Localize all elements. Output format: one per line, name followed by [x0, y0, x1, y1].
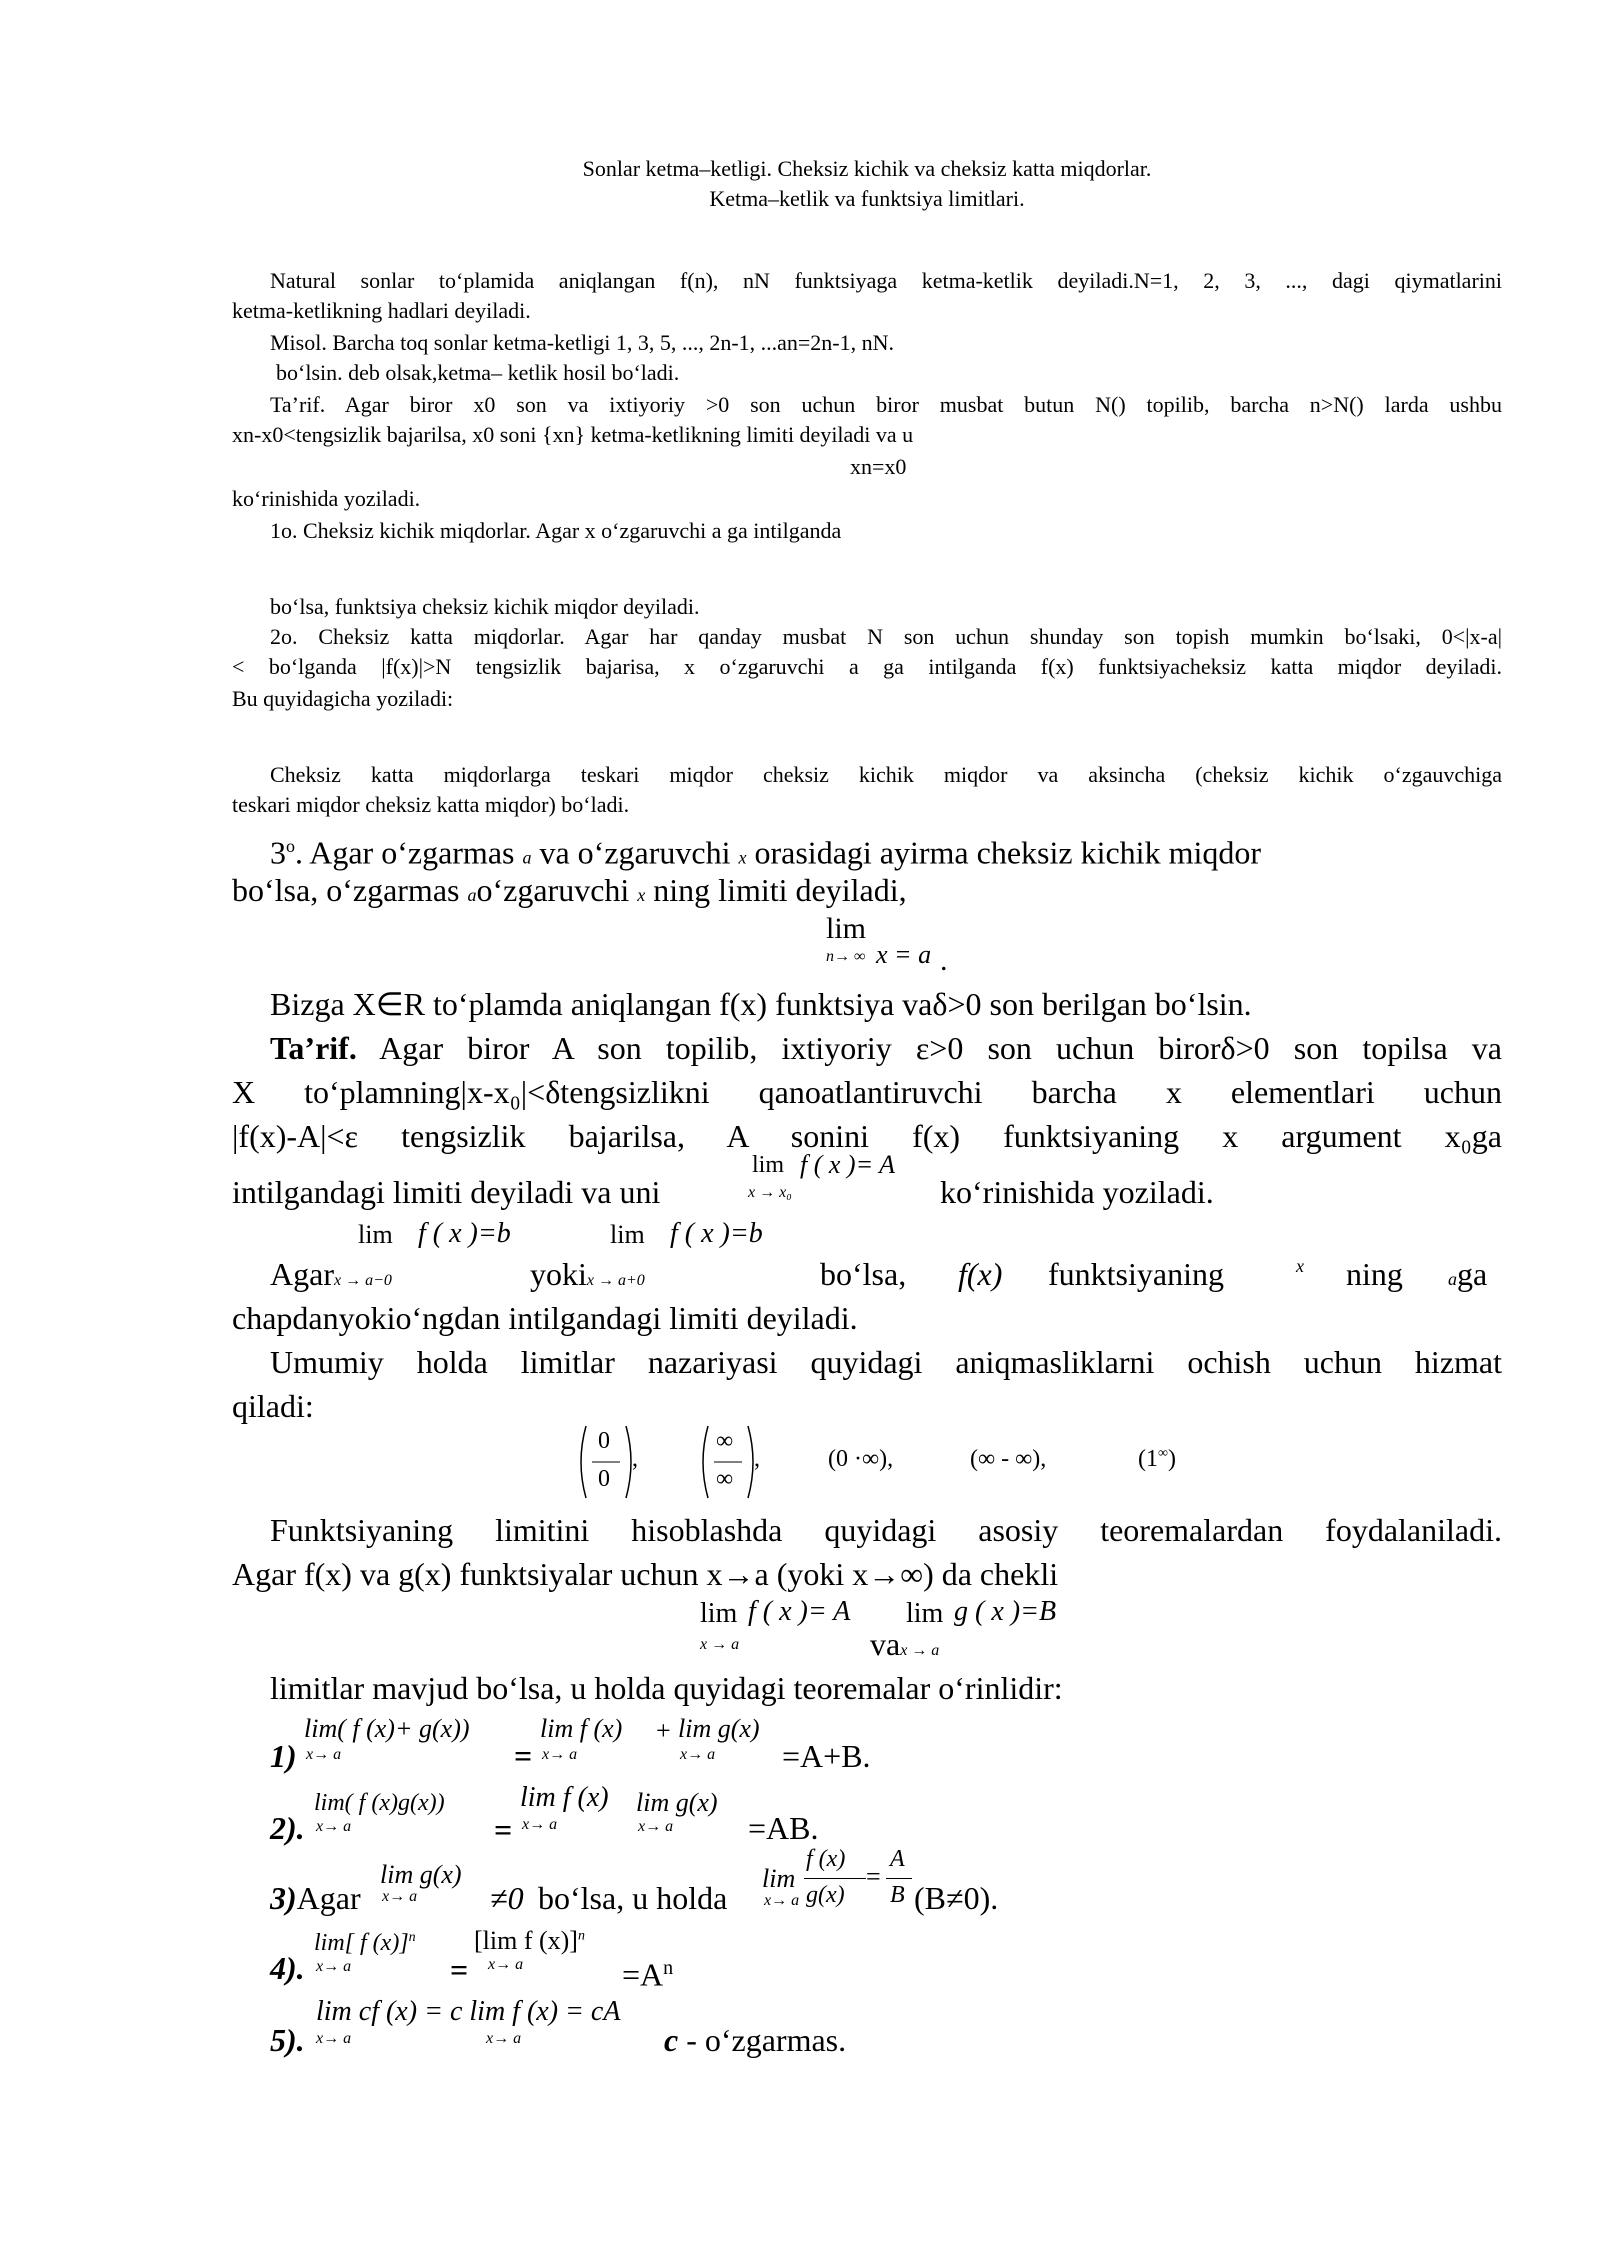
- superscript: o: [286, 836, 295, 856]
- superscript: n: [577, 1928, 585, 1944]
- limit-subscript: x→ a: [316, 1818, 352, 1835]
- text: Agar: [270, 1256, 334, 1292]
- theorem-r1: lim f (x): [540, 1714, 623, 1743]
- text: lim[ f (x)]: [314, 1930, 409, 1956]
- theorem-number: 2).: [270, 1810, 305, 1846]
- limit-lim: lim: [358, 1220, 393, 1249]
- fraction-denominator: ∞: [716, 1466, 734, 1492]
- text: ning: [1346, 1256, 1403, 1292]
- theorem-number: 4).: [270, 1950, 305, 1986]
- section-3-line-2: [232, 868, 907, 917]
- one-sided-line: chapdanyokio‘ngdan intilgandagi limiti deyiladi.: [232, 1300, 858, 1336]
- paragraph-line: teskari miqdor cheksiz katta miqdor) bo‘ladi.: [232, 792, 630, 817]
- paragraph-line: Cheksiz katta miqdorlarga teskari miqdor cheksiz kichik miqdor va aksincha (cheksiz kichik o‘zgauvchiga: [270, 762, 1502, 787]
- limit-lim: lim: [826, 912, 867, 945]
- definition-line: xn-x0<tengsizlik bajarilsa, x0 soni {xn} ketma-ketlikning limiti deyiladi va u: [232, 422, 914, 447]
- text: va o‘zgaruvchi: [539, 834, 731, 871]
- indeterminate-0-times-inf: (0 ·∞),: [828, 1446, 894, 1472]
- indeterminate-0-over-0: [576, 1422, 636, 1507]
- text: ): [1167, 1446, 1176, 1472]
- superscript: n: [663, 1957, 674, 1979]
- limit-subscript: x → a: [700, 1636, 740, 1653]
- limit-expression: x = a: [876, 940, 932, 969]
- theorem-rhs: [474, 1926, 585, 1956]
- definition-line: Ta’rif. Agar biror x0 son va ixtiyoriy >0 son uchun biror musbat butun N() topilib, barcha n>N() larda ushbu: [270, 392, 1502, 417]
- text: Agar: [296, 1880, 361, 1916]
- symbol-a: a: [522, 847, 532, 868]
- limit-subscript: x→ a: [680, 1746, 716, 1763]
- theorem-r2: lim g(x): [678, 1714, 760, 1743]
- text: bo‘lsa,: [820, 1256, 907, 1292]
- text: - o‘zgarmas.: [686, 2022, 847, 2058]
- theorem-lhs: lim cf (x) = c lim f (x) = cA: [316, 1996, 621, 2027]
- theorem-lim: lim g(x): [380, 1860, 462, 1889]
- fraction-numerator: ∞: [716, 1428, 734, 1454]
- theorem-lhs: [314, 1930, 416, 1957]
- text: =A: [622, 1956, 664, 1993]
- definition-line: intilgandagi limiti deyiladi va uni: [232, 1174, 661, 1210]
- paragraph-line: bo‘lsin. deb olsak,ketma– ketlik hosil bo‘ladi.: [276, 360, 680, 385]
- section-number: 3: [270, 834, 286, 871]
- equals: =: [866, 1862, 881, 1891]
- limit-subscript: x→ a: [764, 1892, 800, 1909]
- section-heading-2: 2o. Cheksiz katta miqdorlar. Agar har qanday musbat N son uchun shunday son topish mumkin bo‘lsaki, 0<|x-a|: [270, 624, 1502, 649]
- text: [1448, 1252, 1487, 1301]
- theorem-result: (B≠0).: [914, 1880, 999, 1916]
- paragraph-definition-line: Natural sonlar to‘plamida aniqlangan f(n), nN funktsiyaga ketma-ketlik deyiladi.N=1, 2, 3, ..., dagi qiymatlarini: [270, 268, 1502, 293]
- limit-expression: f ( x )= A: [800, 1150, 896, 1179]
- limit-lim: lim: [700, 1598, 738, 1629]
- text: bo‘lsa, u holda: [538, 1880, 728, 1916]
- limit-subscript: x→ a: [488, 1956, 524, 1973]
- limit-expression-g: g ( x )=B: [954, 1596, 1057, 1627]
- theorem-r2: lim g(x): [636, 1788, 718, 1817]
- definition-label: Ta’rif.: [270, 1030, 357, 1066]
- fraction-numerator: A: [890, 1846, 905, 1872]
- limit-lim: lim: [906, 1598, 944, 1629]
- limit-expression-f: f ( x )= A: [748, 1596, 851, 1627]
- definition-line: |f(x)-A|<ε tengsizlik bajarilsa, A sonini f(x) funktsiyaning x argument x₀ga: [232, 1118, 1502, 1154]
- fraction-numerator: f (x): [806, 1846, 846, 1872]
- limit-lim: lim: [752, 1152, 785, 1178]
- theorem-5-note: [664, 2018, 846, 2062]
- limit-subscript: x→ a: [316, 1958, 352, 1975]
- theorem-number: 5).: [270, 2022, 305, 2058]
- paragraph-line: Umumiy holda limitlar nazariyasi quyidagi aniqmasliklarni ochish uchun hizmat: [270, 1344, 1502, 1380]
- symbol-x: x: [1296, 1256, 1304, 1276]
- equals: =: [450, 1952, 469, 1988]
- theorem-result: [622, 1946, 673, 1997]
- text: Agar biror A son topilib, ixtiyoriy ε>0 son uchun birorδ>0 son topilsa va: [379, 1030, 1503, 1066]
- text: . Agar o‘zgarmas: [295, 834, 515, 871]
- text: bo‘lsa, o‘zgarmas: [232, 872, 460, 908]
- limit-subscript: x→ a: [542, 1746, 578, 1763]
- text: va: [870, 1626, 901, 1662]
- limit-expression-left: f ( x )=b: [418, 1218, 511, 1249]
- equals: =: [514, 1738, 533, 1774]
- limit-subscript: x → a+0: [586, 1272, 645, 1289]
- example-line: Misol. Barcha toq sonlar ketma-ketligi 1, 3, 5, ..., 2n-1, ...an=2n-1, nN.: [270, 330, 895, 355]
- theorem-3-start: [270, 1876, 361, 1920]
- indeterminate-1-pow-inf: [1138, 1446, 1176, 1473]
- theorem-lim: lim: [762, 1864, 796, 1893]
- text: [lim f (x)]: [474, 1926, 578, 1955]
- comma: ,: [754, 1446, 760, 1472]
- limit-subscript: x → a: [900, 1642, 940, 1659]
- paragraph-line: Funktsiyaning limitini hisoblashda quyidagi asosiy teoremalardan foydalaniladi.: [270, 1512, 1502, 1548]
- text: ning limiti deyiladi,: [653, 872, 907, 908]
- theorem-lhs: lim( f (x)g(x)): [314, 1790, 445, 1816]
- symbol-x: x: [738, 847, 747, 868]
- paragraph-line: ketma-ketlikning hadlari deyiladi.: [232, 298, 531, 323]
- theorem-lhs: lim( f (x)+ g(x)): [304, 1714, 470, 1743]
- theorem-result: =A+B.: [782, 1738, 871, 1774]
- definition-line: ko‘rinishida yoziladi.: [940, 1174, 1214, 1210]
- period: .: [940, 944, 948, 977]
- limit-subscript: x → x₀: [748, 1184, 792, 1201]
- equals: =: [494, 1812, 513, 1848]
- definition-line: [270, 1026, 1502, 1070]
- limit-subscript: x→ a: [382, 1888, 418, 1905]
- section-heading-1: 1o. Cheksiz kichik miqdorlar. Agar x o‘zgaruvchi a ga intilganda: [270, 518, 842, 543]
- superscript: ∞: [1158, 1446, 1168, 1461]
- title-line-1: Sonlar ketma–ketligi. Cheksiz kichik va cheksiz katta miqdorlar.: [582, 156, 1152, 181]
- text: o‘zgaruvchi: [476, 872, 630, 908]
- not-equal-zero: ≠0: [490, 1880, 524, 1916]
- theorem-result: =AB.: [748, 1810, 819, 1846]
- title-line-2: Ketma–ketlik va funktsiya limitlari.: [709, 186, 1025, 211]
- symbol-x: x: [637, 885, 646, 905]
- fraction-denominator: B: [890, 1882, 905, 1908]
- text: yoki: [530, 1256, 587, 1292]
- limit-subscript: x→ a: [638, 1818, 674, 1835]
- fraction-bar: [804, 1878, 866, 1879]
- limit-subscript: n→ ∞: [826, 948, 866, 965]
- paragraph-line: Agar f(x) va g(x) funktsiyalar uchun x→a (yoki x→∞) da chekli: [232, 1556, 1059, 1592]
- paragraph-line: limitlar mavjud bo‘lsa, u holda quyidagi teoremalar o‘rinlidir:: [270, 1670, 1063, 1706]
- fraction-denominator: g(x): [806, 1882, 845, 1908]
- theorem-number: 1): [270, 1738, 297, 1774]
- text: orasidagi ayirma cheksiz kichik miqdor: [754, 834, 1261, 871]
- limit-subscript: x→ a: [316, 2030, 352, 2047]
- fraction-denominator: 0: [598, 1466, 610, 1492]
- fraction-numerator: 0: [598, 1428, 610, 1454]
- definition-intro: Bizga X∈R to‘plamda aniqlangan f(x) funktsiya vaδ>0 son berilgan bo‘lsin.: [270, 986, 1252, 1022]
- paragraph-line: qiladi:: [232, 1388, 314, 1424]
- limit-lim: lim: [610, 1220, 645, 1249]
- limit-expression-right: f ( x )=b: [670, 1218, 763, 1249]
- paragraph-line: bo‘lsa, funktsiya cheksiz kichik miqdor deyiladi.: [270, 594, 700, 619]
- limit-subscript: x→ a: [522, 1816, 558, 1833]
- text: funktsiyaning: [1048, 1256, 1224, 1292]
- paragraph-line: < bo‘lganda |f(x)|>N tengsizlik bajarisa, x o‘zgaruvchi a ga intilganda f(x) funktsiyacheksiz katta miqdor deyiladi.: [232, 654, 1502, 679]
- fraction-bar: [886, 1878, 912, 1879]
- limit-formula: xn=x0: [850, 454, 907, 479]
- text: ga: [1457, 1256, 1488, 1292]
- plus: +: [656, 1716, 671, 1745]
- constant-c: c: [664, 2022, 679, 2058]
- comma: ,: [632, 1446, 638, 1472]
- text: (1: [1138, 1446, 1158, 1472]
- superscript: n: [408, 1930, 416, 1945]
- indeterminate-inf-minus-inf: (∞ - ∞),: [970, 1446, 1047, 1472]
- paragraph-line: Bu quyidagicha yoziladi:: [232, 686, 454, 711]
- symbol-a: a: [467, 885, 477, 905]
- symbol-a: a: [1448, 1269, 1457, 1289]
- limit-subscript: x→ a: [306, 1746, 342, 1763]
- definition-line: X to‘plamning|x-x₀|<δtengsizlikni qanoatlantiruvchi barcha x elementlari uchun: [232, 1074, 1502, 1110]
- indeterminate-inf-over-inf: [698, 1422, 758, 1507]
- theorem-r1: lim f (x): [520, 1782, 609, 1813]
- function-name: f(x): [958, 1256, 1003, 1292]
- limit-subscript: x → a−0: [333, 1272, 392, 1289]
- theorem-number: 3): [270, 1880, 297, 1916]
- limit-subscript: x→ a: [486, 2030, 522, 2047]
- paragraph-line: ko‘rinishida yoziladi.: [232, 486, 421, 511]
